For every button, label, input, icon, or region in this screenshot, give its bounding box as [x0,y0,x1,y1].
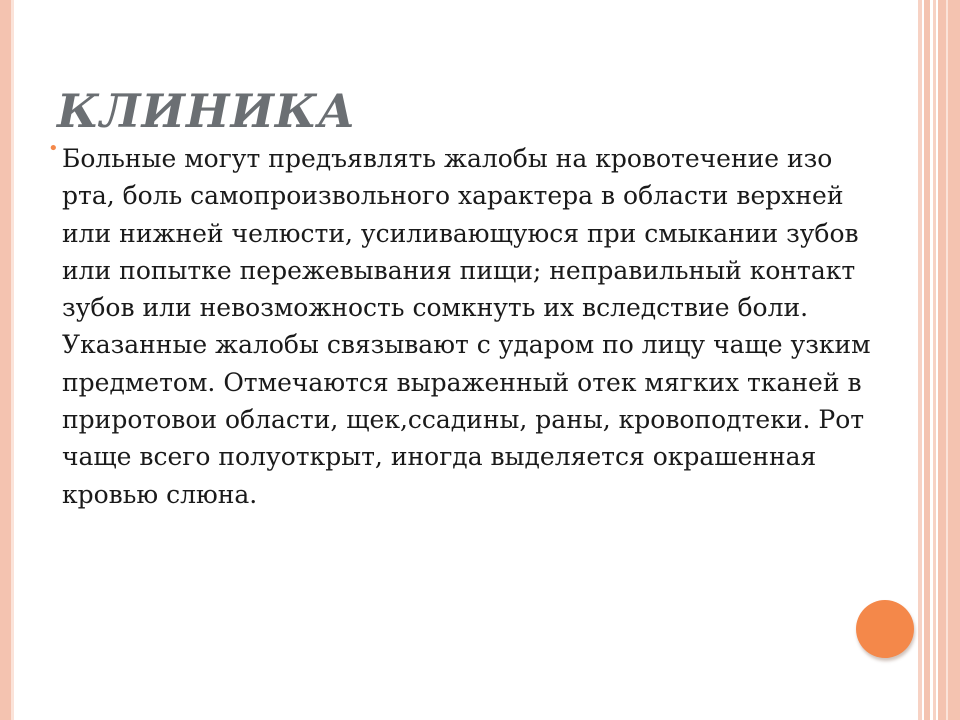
orange-circle-shape [856,600,914,658]
right-border-stripe [938,0,960,720]
bullet-marker: • [48,138,59,159]
right-border-stripe [933,0,936,720]
body-text: Больные могут предъявлять жалобы на кровотечение изо рта, боль самопроизвольного характера в области верхней или нижней челюсти, усиливающуюся при смыкании зубов или попытке пережевывания пищи; неправильный контакт зубов или невозможность сомкнуть их вследствие боли. Указанные жалобы связывают с ударом по лицу чаще узким предметом. Отмечаются выраженный отек мягких тканей в приротовои области, щек,ссадины, раны, кровоподтеки. Рот чаще всего полуоткрыт, иногда выделяется окрашенная кровью слюна. [62,144,871,509]
left-border-stripe [0,0,11,720]
right-border-stripe [918,0,922,720]
right-border-stripe [946,0,948,720]
bullet-item [48,140,878,513]
left-border-inner-stripe [11,0,14,720]
right-border-stripe [924,0,930,720]
slide-title: КЛИНИКА [57,84,357,138]
